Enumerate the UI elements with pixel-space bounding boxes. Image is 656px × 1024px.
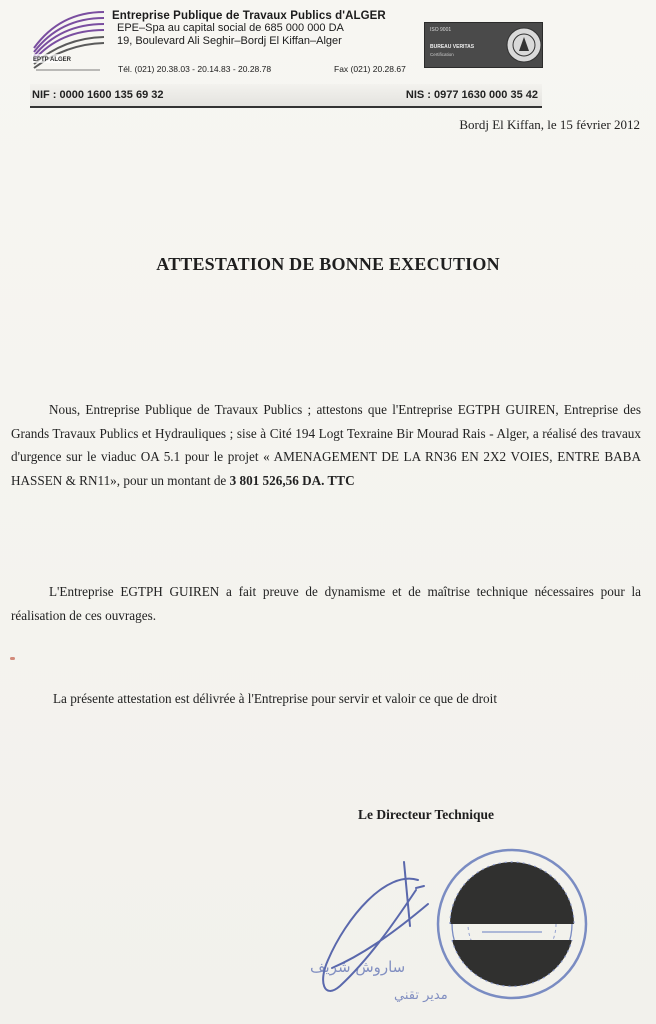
logo-text: EPTP ALGER <box>33 57 72 63</box>
paragraph-closing: La présente attestation est délivrée à l'Entreprise pour servir et valoir ce que de droit <box>53 691 497 706</box>
paragraph-attestation <box>11 398 641 492</box>
tax-id-bar <box>30 84 542 108</box>
contract-amount: 3 801 526,56 DA. TTC <box>229 472 355 488</box>
cert-label-iso: ISO 9001 <box>430 27 452 33</box>
nif-number: NIF : 0000 1600 135 69 32 <box>32 89 164 101</box>
arabic-signatory-role: مدير تقني <box>394 988 448 1003</box>
paragraph-performance <box>11 580 641 627</box>
stamp-and-signature <box>300 840 600 1024</box>
date-line: Bordj El Kiffan, le 15 février 2012 <box>459 117 640 132</box>
contact-line <box>118 64 438 74</box>
nis-number: NIS : 0977 1630 000 35 42 <box>405 89 538 101</box>
capital-line: EPE–Spa au capital social de 685 000 000 DA <box>117 22 344 34</box>
company-name: Entreprise Publique de Travaux Publics d'ALGER <box>112 10 386 22</box>
company-logo <box>30 10 106 76</box>
certification-badge <box>424 22 543 68</box>
cert-label-veritas: BUREAU VERITAS <box>430 44 475 50</box>
cert-label-certification: Certification <box>430 52 454 57</box>
veritas-seal-icon <box>505 25 543 65</box>
arabic-signatory-name: ساروش شريف <box>310 958 406 976</box>
document-title: ATTESTATION DE BONNE EXECUTION <box>156 254 500 274</box>
ink-speck <box>10 657 15 660</box>
address-line: 19, Boulevard Ali Seghir–Bordj El Kiffan–Alger <box>117 35 342 47</box>
letterhead <box>112 10 422 48</box>
phone-line: Tél. (021) 20.38.03 - 20.14.83 - 20.28.78 <box>118 64 272 74</box>
signatory-title: Le Directeur Technique <box>358 807 495 822</box>
fax-line: Fax (021) 20.28.67 <box>334 64 406 74</box>
official-stamp-icon <box>438 850 586 998</box>
paragraph-performance-text: L'Entreprise EGTPH GUIREN a fait preuve de dynamisme et de maîtrise technique nécessaires pour la réalisation de ces ouvrages. <box>11 584 641 623</box>
paragraph-attestation-text: Nous, Entreprise Publique de Travaux Publics ; attestons que l'Entreprise EGTPH GUIREN, Entreprise des Grands Travaux Publics et Hydrauliques ; sise à Cité 194 Logt Texraine Bir Mourad Rais - Alger, a réalisé des travaux d'urgence sur le viaduc OA 5.1 pour le projet « AMENAGEMENT DE LA RN36 EN 2X2 VOIES, ENTRE BABA HASSEN & RN11», pour un montant de <box>11 402 641 488</box>
